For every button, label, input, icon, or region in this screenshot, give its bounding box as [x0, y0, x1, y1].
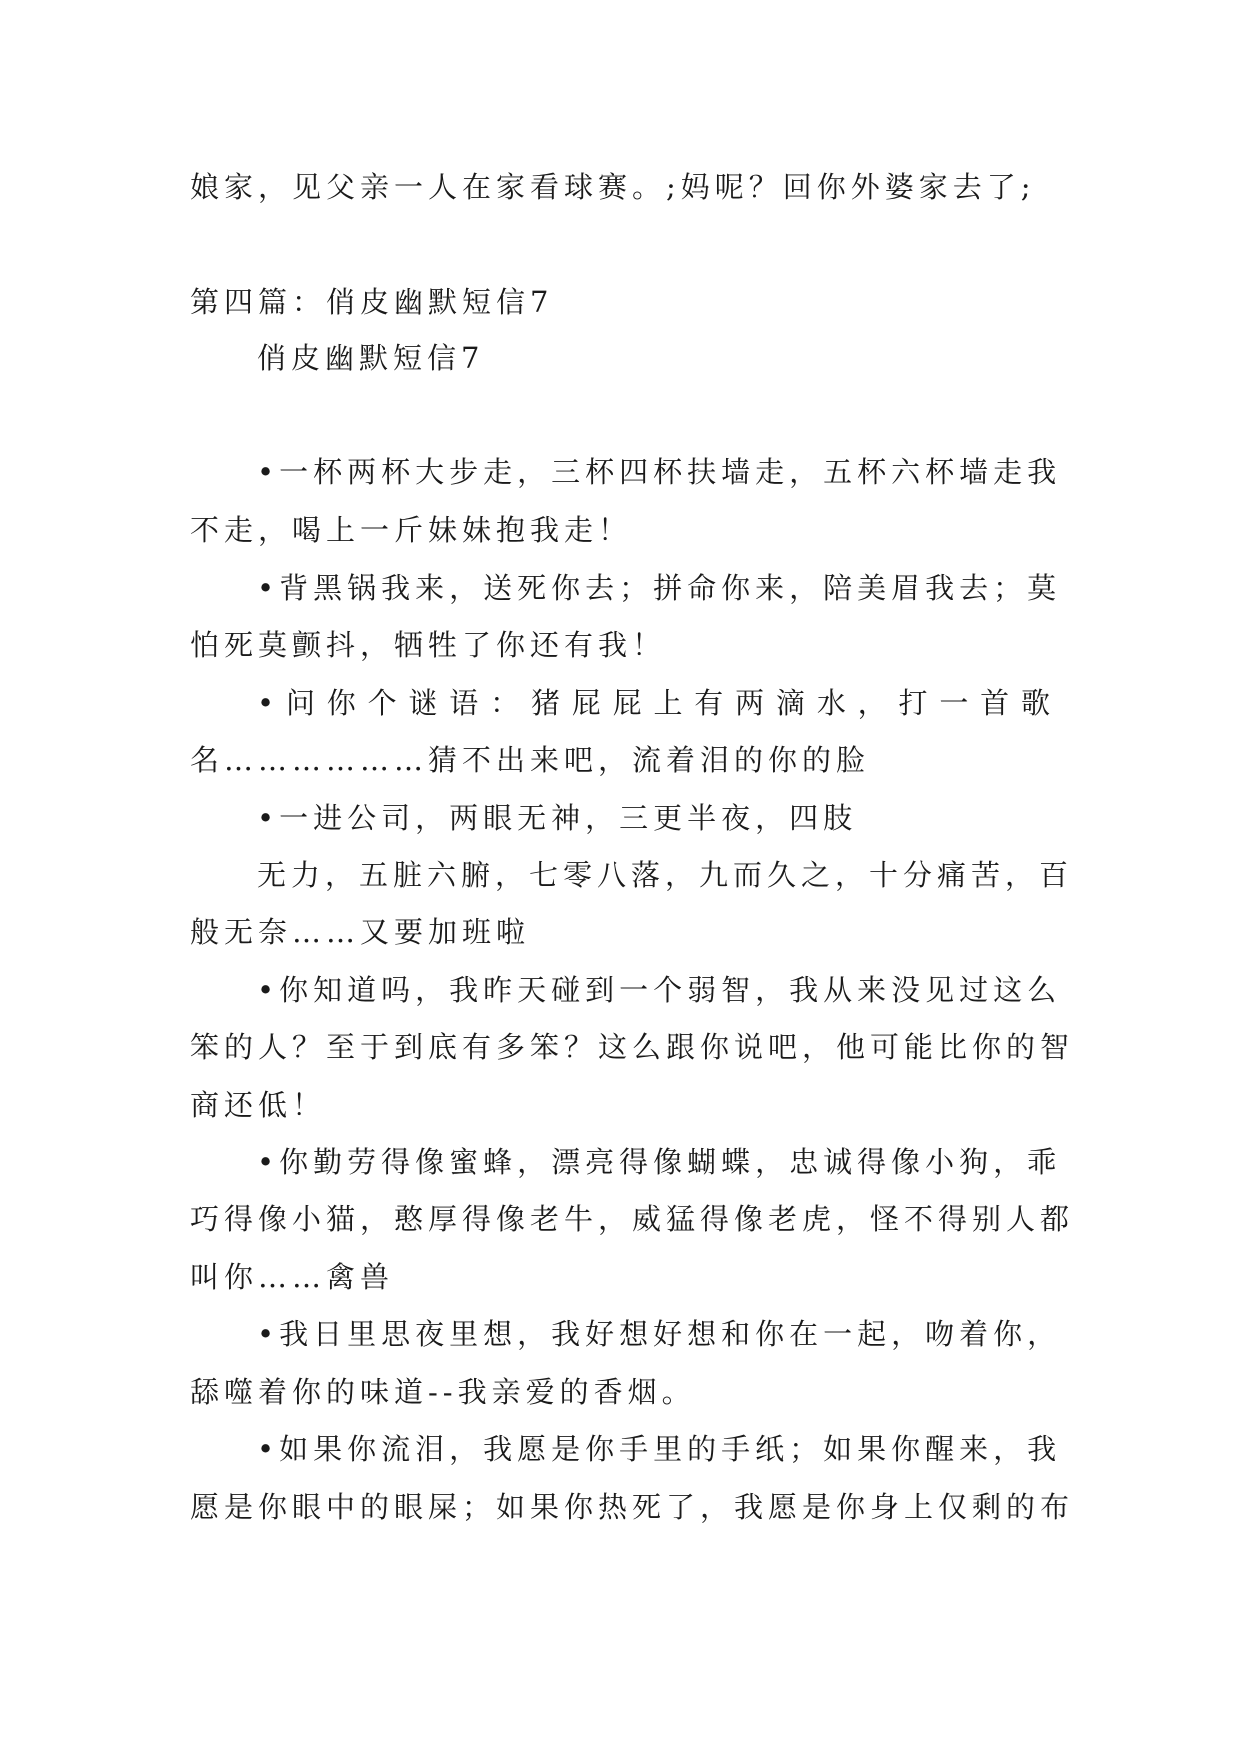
text-line: 舔噬着你的味道--我亲爱的香烟。 [190, 1375, 696, 1409]
text-line-1: 娘家，见父亲一人在家看球赛。;妈呢？回你外婆家去了; [190, 170, 1036, 204]
text-line: •问你个谜语：猪屁屁上有两滴水，打一首歌 [257, 686, 1052, 720]
text-line: 叫你……禽兽 [190, 1260, 395, 1294]
text-line: 巧得像小猫，憨厚得像老牛，威猛得像老虎，怪不得别人都 [190, 1202, 1075, 1236]
text-line: 名………………猜不出来吧，流着泪的你的脸 [190, 743, 871, 777]
text-line: •如果你流泪，我愿是你手里的手纸；如果你醒来，我 [257, 1432, 1062, 1466]
text-line: 笨的人？至于到底有多笨？这么跟你说吧，他可能比你的智 [190, 1030, 1075, 1064]
text-line: •一进公司，两眼无神，三更半夜，四肢 [257, 801, 858, 835]
text-line: 无力，五脏六腑，七零八落，九而久之，十分痛苦，百 [257, 858, 1074, 892]
text-line: •背黑锅我来，送死你去；拼命你来，陪美眉我去；莫 [257, 571, 1062, 605]
section-heading: 第四篇：俏皮幽默短信7 [190, 285, 554, 319]
section-title: 俏皮幽默短信7 [257, 341, 485, 375]
text-line: 不走，喝上一斤妹妹抱我走！ [190, 513, 633, 547]
text-line: •我日里思夜里想，我好想好想和你在一起，吻着你， [257, 1317, 1062, 1351]
text-line: 怕死莫颤抖，牺牲了你还有我！ [190, 628, 667, 662]
text-line: 愿是你眼中的眼屎；如果你热死了，我愿是你身上仅剩的布 [190, 1490, 1075, 1524]
text-line: 般无奈……又要加班啦 [190, 915, 531, 949]
text-line: •一杯两杯大步走，三杯四杯扶墙走，五杯六杯墙走我 [257, 455, 1062, 489]
text-line: 商还低！ [190, 1088, 327, 1122]
text-line: •你勤劳得像蜜蜂，漂亮得像蝴蝶，忠诚得像小狗，乖 [257, 1145, 1062, 1179]
text-line: •你知道吗，我昨天碰到一个弱智，我从来没见过这么 [257, 973, 1062, 1007]
